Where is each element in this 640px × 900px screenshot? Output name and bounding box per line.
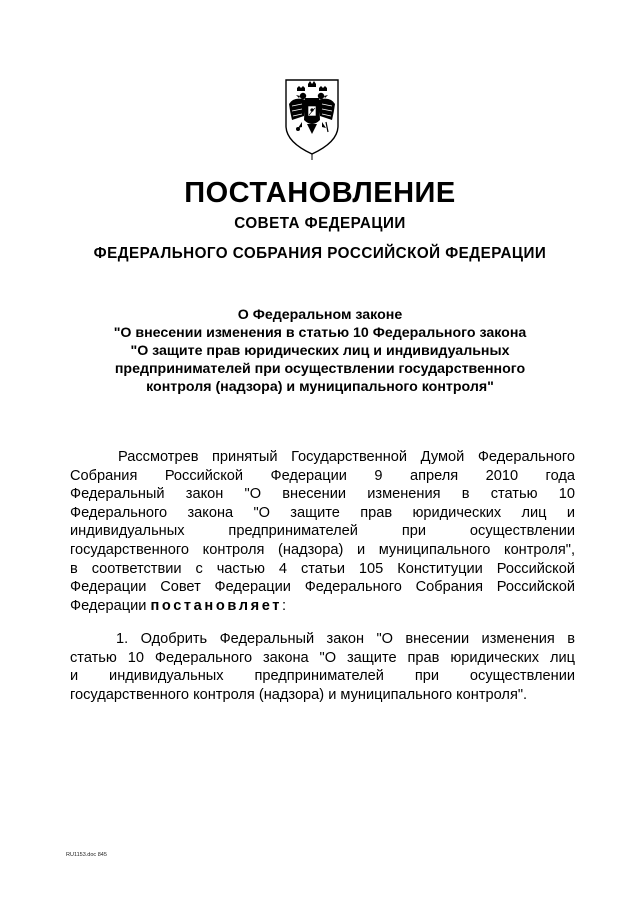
subject-line: "О защите прав юридических лиц и индивидуальных	[130, 343, 510, 359]
paragraph-line: в соответствии с частью 4 статьи 105 Конституции Российской	[70, 560, 575, 577]
paragraph-line: Федерального закона "О защите прав юридических лиц и	[70, 504, 575, 521]
subject-line: О Федеральном законе	[237, 307, 403, 323]
paragraph-line: Федерации Совет Федерации Федерального Собрания Российской	[70, 579, 575, 596]
document-subtitle-line1: СОВЕТА ФЕДЕРАЦИИ	[234, 215, 406, 232]
paragraph-line: 1. Одобрить Федеральный закон "О внесении изменения в	[116, 631, 575, 647]
paragraph-item-1	[70, 630, 575, 704]
document-subtitle-line2: ФЕДЕРАЛЬНОГО СОБРАНИЯ РОССИЙСКОЙ ФЕДЕРАЦИИ	[93, 245, 547, 262]
subject-line: контроля (надзора) и муниципального контроля"	[146, 379, 494, 395]
paragraph-resolution	[70, 448, 575, 615]
coat-of-arms-emblem	[280, 74, 344, 160]
subject-line: предпринимателей при осуществлении государственного	[114, 361, 526, 377]
subject-line: "О внесении изменения в статью 10 Федерального закона	[113, 325, 527, 341]
paragraph-line: Рассмотрев принятый Государственной Думой Федерального	[118, 449, 575, 465]
paragraph-line: государственного контроля (надзора) и муниципального контроля".	[70, 686, 528, 703]
paragraph-line: Собрания Российской Федерации 9 апреля 2010 года	[70, 467, 575, 484]
paragraph-line: и индивидуальных предпринимателей при осуществлении	[70, 668, 575, 685]
paragraph-line: государственного контроля (надзора) и муниципального контроля",	[70, 541, 575, 558]
resolution-keyword: постановляет	[150, 597, 282, 614]
paragraph-line: индивидуальных предпринимателей при осуществлении	[70, 523, 575, 540]
paragraph-punctuation: :	[281, 597, 287, 614]
paragraph-line-final	[70, 597, 575, 616]
document-subject	[60, 306, 580, 396]
paragraph-text: Федерации	[70, 597, 151, 614]
coat-of-arms-icon	[280, 74, 344, 160]
document-footer-code: RU1153.doc 845	[66, 852, 107, 858]
paragraph-line: статью 10 Федерального закона "О защите прав юридических лиц	[70, 649, 575, 666]
document-title: ПОСТАНОВЛЕНИЕ	[184, 177, 456, 209]
paragraph-line: Федеральный закон "О внесении изменения в статью 10	[70, 486, 575, 503]
